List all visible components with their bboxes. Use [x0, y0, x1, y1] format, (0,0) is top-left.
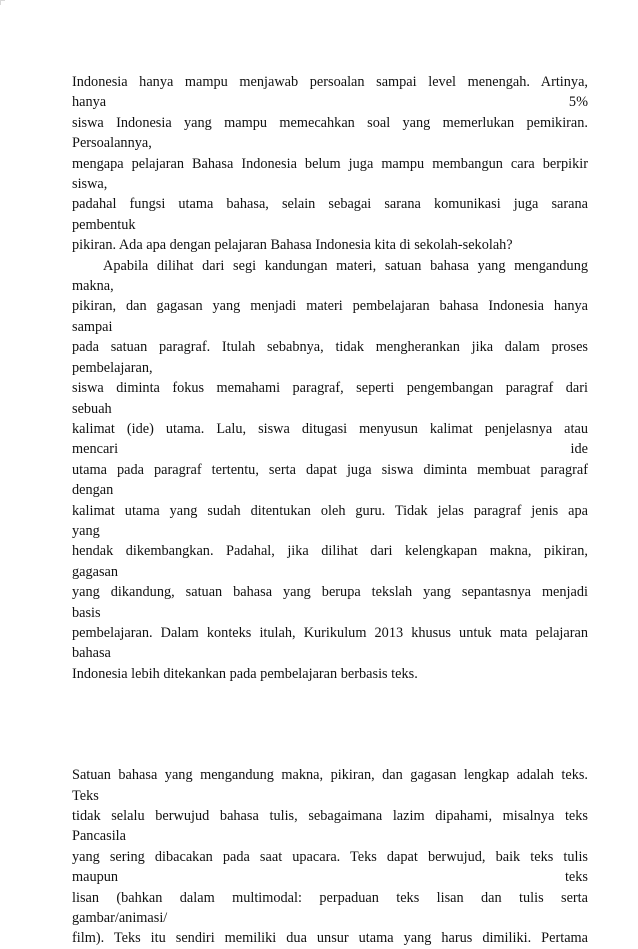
- text-line: film). Teks itu sendiri memiliki dua unsur utama yang harus dimiliki. Pertama: [72, 930, 588, 947]
- text-line: pembelajaran,: [72, 359, 153, 376]
- text-line: padahal fungsi utama bahasa, selain sebagai sarana komunikasi juga sarana: [72, 196, 588, 213]
- text-line: kalimat (ide) utama. Lalu, siswa ditugasi menyusun kalimat penjelasnya atau: [72, 420, 588, 437]
- text-line: hanya 5%: [72, 94, 588, 111]
- text-line: siswa diminta fokus memahami paragraf, seperti pengembangan paragraf dari: [72, 380, 588, 397]
- text-line: yang sering dibacakan pada saat upacara. Teks dapat berwujud, baik teks tulis: [72, 848, 588, 865]
- text-line: pikiran, dan gagasan yang menjadi materi pembelajaran bahasa Indonesia hanya: [72, 298, 588, 315]
- text-line: utama pada paragraf tertentu, serta dapat juga siswa diminta membuat paragraf: [72, 461, 588, 478]
- text-line: lisan (bahkan dalam multimodal: perpaduan teks lisan dan tulis serta: [72, 889, 588, 906]
- page-corner-mark: [0, 0, 5, 5]
- text-line: pembentuk: [72, 216, 136, 233]
- text-line: mengapa pelajaran Bahasa Indonesia belum juga mampu membangun cara berpikir: [72, 155, 588, 172]
- text-line: mencari ide: [72, 441, 588, 458]
- text-line: gagasan: [72, 563, 119, 580]
- text-line: Apabila dilihat dari segi kandungan materi, satuan bahasa yang mengandung: [103, 257, 588, 274]
- text-line: Pancasila: [72, 828, 126, 845]
- text-line: siswa Indonesia yang mampu memecahkan soal yang memerlukan pemikiran.: [72, 114, 588, 131]
- text-line: basis: [72, 604, 101, 621]
- text-line: Teks: [72, 787, 99, 804]
- text-line: tidak selalu berwujud bahasa tulis, sebagaimana lazim dipahami, misalnya teks: [72, 808, 588, 824]
- text-line: makna,: [72, 278, 114, 295]
- document-page: [72, 72, 588, 949]
- paragraph-gap: [72, 684, 588, 765]
- text-line: pada satuan paragraf. Itulah sebabnya, tidak mengherankan jika dalam proses: [72, 339, 588, 356]
- text-line: hendak dikembangkan. Padahal, jika dilihat dari kelengkapan makna, pikiran,: [72, 543, 588, 560]
- paragraph-1: [72, 72, 588, 256]
- text-line: pikiran. Ada apa dengan pelajaran Bahasa Indonesia kita di sekolah-sekolah?: [72, 237, 513, 254]
- text-line: sampai: [72, 318, 113, 335]
- text-line: yang dikandung, satuan bahasa yang berupa tekslah yang sepantasnya menjadi: [72, 584, 588, 601]
- paragraph-3: [72, 765, 588, 949]
- text-line: pembelajaran. Dalam konteks itulah, Kurikulum 2013 khusus untuk mata pelajaran: [72, 624, 588, 641]
- text-line: siswa,: [72, 176, 108, 193]
- text-line: yang: [72, 522, 100, 539]
- text-line: sebuah: [72, 400, 112, 417]
- text-line: gambar/animasi/: [72, 910, 168, 927]
- text-line: Indonesia lebih ditekankan pada pembelajaran berbasis teks.: [72, 665, 418, 682]
- text-line: kalimat utama yang sudah ditentukan oleh guru. Tidak jelas paragraf jenis apa: [72, 502, 588, 519]
- text-line: Persoalannya,: [72, 135, 152, 152]
- text-line: Satuan bahasa yang mengandung makna, pikiran, dan gagasan lengkap adalah teks.: [72, 767, 588, 784]
- paragraph-2: [72, 256, 588, 685]
- text-line: bahasa: [72, 645, 111, 662]
- text-line: Indonesia hanya mampu menjawab persoalan sampai level menengah. Artinya,: [72, 74, 588, 90]
- text-line: dengan: [72, 482, 114, 499]
- text-line: maupun teks: [72, 869, 588, 886]
